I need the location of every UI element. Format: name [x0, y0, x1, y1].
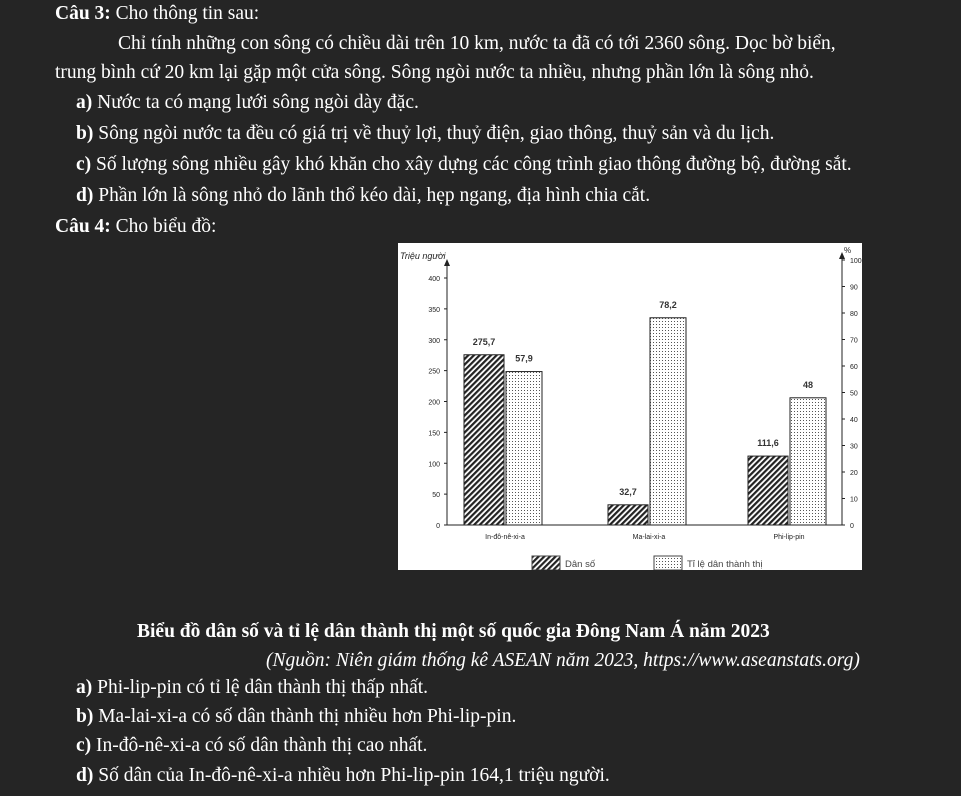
left-tick-label: 250 [428, 368, 440, 376]
bar-population [748, 456, 788, 525]
q3-para1: Chỉ tính những con sông có chiều dài trên 10 km, nước ta đã có tới 2360 sông. Dọc bờ biển, [118, 33, 836, 54]
legend-swatch-urban [654, 556, 682, 570]
left-tick-label: 100 [428, 461, 440, 469]
data-label-urban: 57,9 [515, 353, 533, 364]
left-tick-label: 0 [436, 523, 440, 530]
left-tick-label: 300 [428, 337, 440, 345]
chart-caption: Biểu đồ dân số và tỉ lệ dân thành thị một số quốc gia Đông Nam Á năm 2023 [137, 621, 770, 642]
left-tick-label: 50 [432, 492, 440, 500]
bar-population [464, 355, 504, 525]
chart-svg [398, 243, 862, 570]
category-label: In-đô-nê-xi-a [485, 534, 525, 541]
right-tick-label: 70 [850, 337, 858, 345]
right-tick-label: 60 [850, 364, 858, 371]
bar-urban [506, 372, 542, 525]
q4-heading: Câu 4: Cho biểu đồ: [55, 216, 217, 237]
left-axis-label: Triệu người [400, 251, 446, 261]
q4-item-b: b) Ma-lai-xi-a có số dân thành thị nhiều hơn Phi-lip-pin. [76, 706, 517, 727]
q3-item-b: b) Sông ngòi nước ta đều có giá trị về thuỷ lợi, thuỷ điện, giao thông, thuỷ sản và du lịch. [76, 123, 775, 144]
bar-urban [790, 398, 826, 525]
left-tick-label: 200 [428, 399, 440, 407]
q4-item-d: d) Số dân của In-đô-nê-xi-a nhiều hơn Phi-lip-pin 164,1 triệu người. [76, 765, 610, 786]
right-tick-label: 80 [850, 311, 858, 318]
q4-item-c: c) In-đô-nê-xi-a có số dân thành thị cao nhất. [76, 735, 428, 756]
q4-item-a: a) Phi-lip-pin có tỉ lệ dân thành thị thấp nhất. [76, 677, 429, 698]
category-label: Phi-lip-pin [773, 534, 805, 541]
right-tick-label: 50 [850, 390, 858, 398]
right-tick-label: 20 [850, 470, 858, 477]
q3-item-a: a) Nước ta có mạng lưới sông ngòi dày đặc. [76, 92, 419, 113]
right-tick-label: 40 [850, 417, 858, 424]
left-tick-label: 400 [428, 276, 440, 283]
data-label-population: 32,7 [619, 486, 637, 497]
legend-label-urban: Tỉ lệ dân thành thị [687, 559, 763, 570]
left-tick-label: 350 [428, 306, 440, 314]
right-tick-label: 30 [850, 443, 858, 451]
legend-label-population: Dân số [565, 559, 596, 570]
q3-item-d: d) Phần lớn là sông nhỏ do lãnh thổ kéo dài, hẹp ngang, địa hình chia cắt. [76, 185, 651, 206]
bar-population [608, 505, 648, 525]
chart [398, 243, 862, 570]
q3-heading: Câu 3: Cho thông tin sau: [55, 3, 260, 24]
legend-swatch-population [532, 556, 560, 570]
q3-item-c: c) Số lượng sông nhiều gây khó khăn cho xây dựng các công trình giao thông đường bộ, đường sắt. [76, 154, 852, 175]
right-tick-label: 100 [850, 258, 862, 265]
right-tick-label: 10 [850, 496, 858, 504]
data-label-urban: 78,2 [659, 299, 677, 310]
left-tick-label: 150 [428, 430, 440, 438]
category-label: Ma-lai-xi-a [632, 534, 666, 541]
bar-urban [650, 318, 686, 525]
right-axis-label: % [844, 246, 852, 255]
data-label-population: 275,7 [472, 336, 496, 347]
q3-para2: trung bình cứ 20 km lại gặp một cửa sông. Sông ngòi nước ta nhiều, nhưng phần lớn là sông nhỏ. [55, 62, 814, 83]
right-tick-label: 0 [850, 523, 854, 530]
chart-source: (Nguồn: Niên giám thống kê ASEAN năm 2023, https://www.aseanstats.org) [266, 650, 860, 671]
right-tick-label: 90 [850, 284, 858, 292]
data-label-urban: 48 [802, 379, 814, 390]
data-label-population: 111,6 [757, 438, 779, 449]
